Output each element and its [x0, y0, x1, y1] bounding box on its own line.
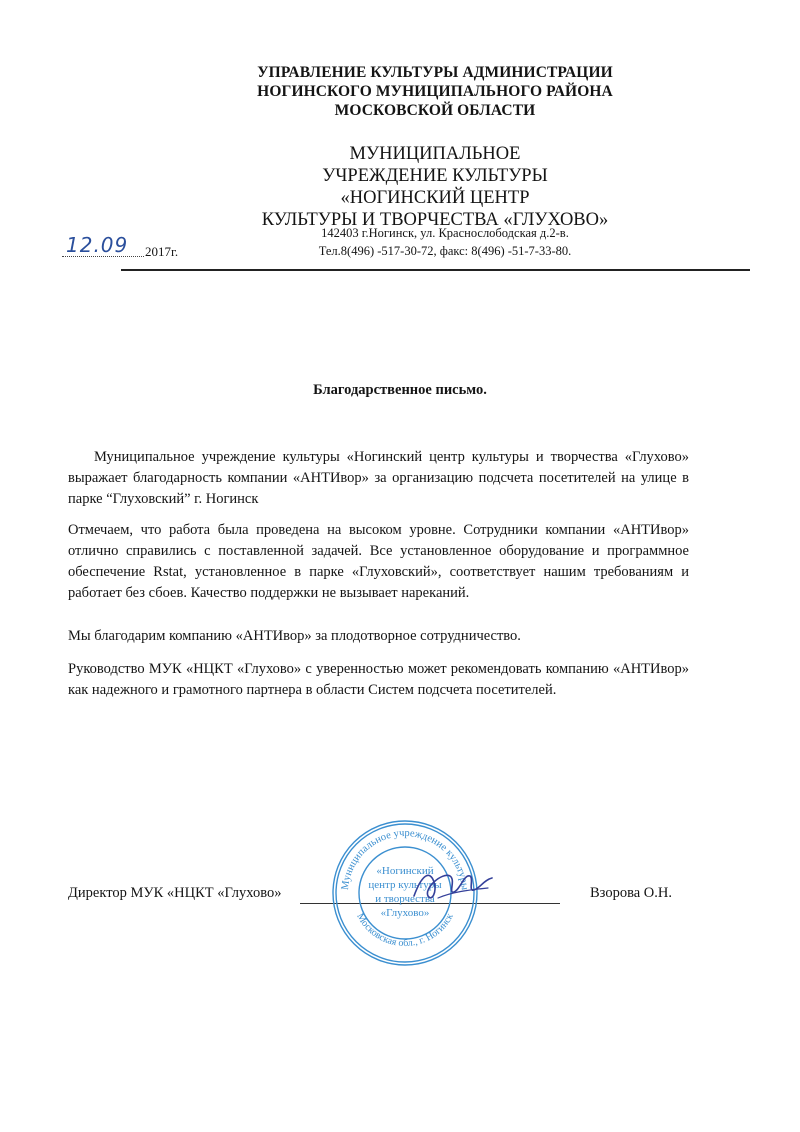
organization-line: МУНИЦИПАЛЬНОЕ [349, 144, 521, 164]
department-line: УПРАВЛЕНИЕ КУЛЬТУРЫ АДМИНИСТРАЦИИ [257, 64, 613, 81]
stamp-center-line: «Глухово» [380, 907, 430, 919]
signatory-position: Директор МУК «НЦКТ «Глухово» [68, 885, 282, 901]
handwritten-signature [408, 862, 498, 908]
signatory-name: Взорова О.Н. [590, 885, 672, 901]
address-line: 142403 г.Ногинск, ул. Краснослободская д.2-в. [321, 226, 569, 240]
department-header [200, 63, 670, 120]
department-line: НОГИНСКОГО МУНИЦИПАЛЬНОГО РАЙОНА [257, 83, 613, 100]
paragraph: Муниципальное учреждение культуры «Ногинский центр культуры и творчества «Глухово» выражает благодарность компании «АНТИвор» за организацию подсчета посетителей на улице в парке “Глуховский” г. Ногинск [68, 449, 689, 507]
stamp-ring-text: Муниципальное учреждение культуры [339, 827, 470, 891]
header-divider [121, 269, 750, 271]
stamp-center-line: и творчества [375, 893, 435, 905]
organization-line: «НОГИНСКИЙ ЦЕНТР [340, 188, 530, 208]
stamp-center-line: центр культуры [368, 879, 442, 891]
handwritten-date: 12.09 [66, 233, 129, 257]
organization-line: КУЛЬТУРЫ И ТВОРЧЕСТВА «ГЛУХОВО» [261, 210, 609, 230]
stamp-center-line: «Ногинский [376, 865, 434, 877]
organization-header [220, 143, 650, 231]
letter-title: Благодарственное письмо. [313, 382, 487, 398]
paragraph: Мы благодарим компанию «АНТИвор» за плодотворное сотрудничество. [68, 628, 521, 644]
phone-line: Тел.8(496) -517-30-72, факс: 8(496) -51-7-33-80. [318, 244, 572, 258]
department-line: МОСКОВСКОЙ ОБЛАСТИ [334, 102, 536, 119]
date-year: 2017г. [145, 244, 179, 259]
date-underline [62, 256, 144, 258]
paragraph: Отмечаем, что работа была проведена на высоком уровне. Сотрудники компании «АНТИвор» отлично справились с поставленной задачей. Все установленное оборудование и программное обеспечение Rstat, установленное в парке «Глуховский», соответствует нашим требованиям и работает без сбоев. Качество поддержки не вызывает нареканий. [68, 522, 689, 601]
contact-info [280, 224, 610, 260]
stamp-bottom-text: Московская обл., г. Ногинск [354, 911, 456, 950]
organization-line: УЧРЕЖДЕНИЕ КУЛЬТУРЫ [322, 166, 548, 186]
paragraph: Руководство МУК «НЦКТ «Глухово» с уверенностью может рекомендовать компанию «АНТИвор» как надежного и грамотного партнера в области Систем подсчета посетителей. [68, 661, 689, 698]
